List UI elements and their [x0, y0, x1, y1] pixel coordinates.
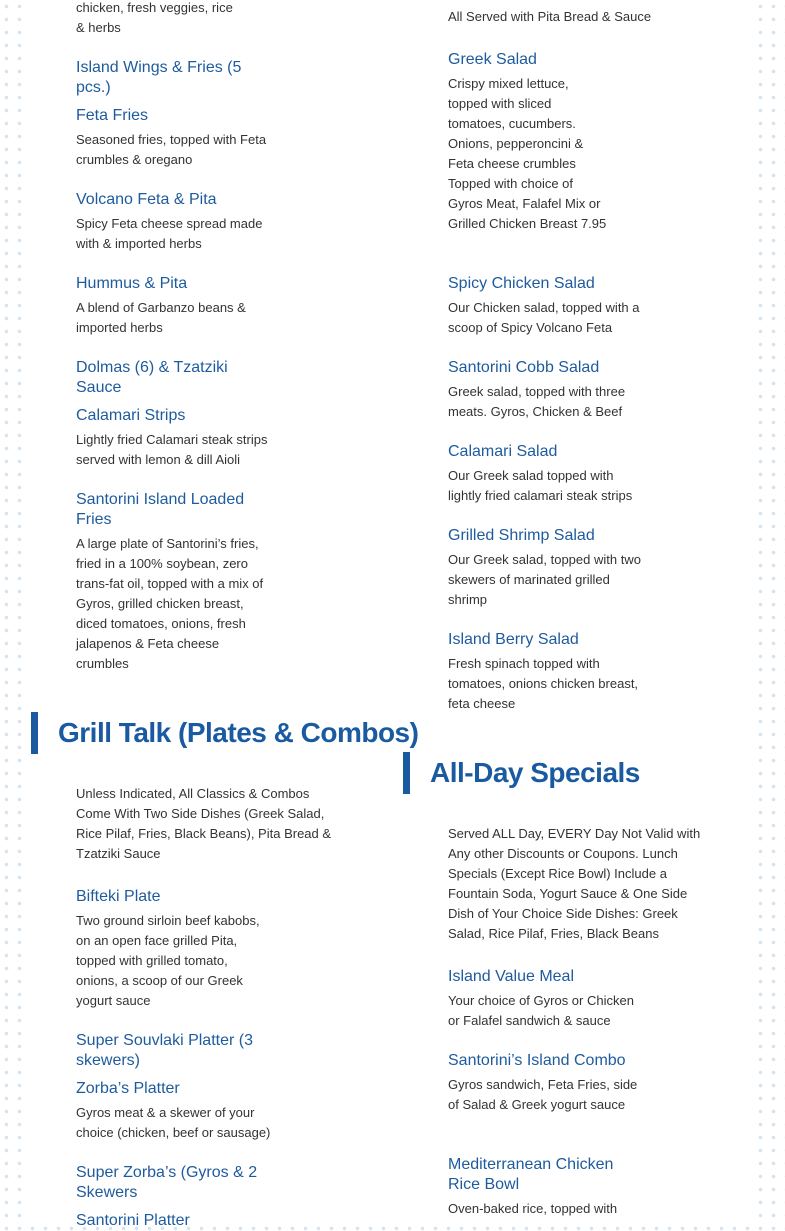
menu-item-title-hummus: Hummus & Pita — [76, 275, 188, 292]
menu-item-desc-spicy-chicken-salad: Our Chicken salad, topped with a scoop of Spicy Volcano Feta — [448, 300, 640, 335]
menu-item-desc-grilled-shrimp-salad: Our Greek salad, topped with two skewers of marinated grilled shrimp — [448, 552, 641, 607]
menu-item-title-dolmas: Dolmas (6) & Tzatziki Sauce — [76, 359, 228, 396]
menu-item-title-super-souvlaki: Super Souvlaki Platter (3 skewers) — [76, 1032, 253, 1069]
section-title: All-Day Specials — [430, 757, 640, 788]
section-intro: Served ALL Day, EVERY Day Not Valid with Any other Discounts or Coupons. Lunch Specials (Except Rice Bowl) Include a Fountain Soda, Yogurt Sauce & One Side Dish of Your Choice Side Dishes: Greek Salad, Rice Pilaf, Fries, Black Beans — [448, 826, 701, 941]
menu-item-title-spicy-chicken-salad: Spicy Chicken Salad — [448, 275, 595, 292]
section-heading-grill-talk — [31, 712, 418, 754]
menu-item-desc-bifteki: Two ground sirloin beef kabobs, on an open face grilled Pita, topped with grilled tomato, onions, a scoop of our Greek yogurt sauce — [76, 913, 260, 1008]
menu-item-title-calamari-strips: Calamari Strips — [76, 407, 186, 424]
menu-item-title-santorini-platter: Santorini Platter — [76, 1212, 190, 1229]
menu-item-title-zorbas-platter: Zorba’s Platter — [76, 1080, 180, 1097]
section-intro: Unless Indicated, All Classics & Combos Come With Two Side Dishes (Greek Salad, Rice Pilaf, Fries, Black Beans), Pita Bread & Tzatziki Sauce — [76, 786, 332, 861]
menu-item-title-loaded-fries: Santorini Island Loaded Fries — [76, 491, 245, 528]
menu-item-title-rice-bowl: Mediterranean Chicken Rice Bowl — [448, 1156, 614, 1193]
section-title: Grill Talk (Plates & Combos) — [58, 717, 419, 748]
menu-item-title-island-combo: Santorini’s Island Combo — [448, 1052, 626, 1069]
menu-item-title-super-zorbas: Super Zorba’s (Gyros & 2 Skewers — [76, 1164, 258, 1201]
menu-item-title-island-value-meal: Island Value Meal — [448, 968, 574, 985]
menu-item-desc-loaded-fries: A large plate of Santorini’s fries, fried in a 100% soybean, zero trans-fat oil, topped with a mix of Gyros, grilled chicken breast, diced tomatoes, onions, fresh jalapenos & Feta cheese crumbles — [76, 536, 264, 671]
menu-item-desc-rice-bowl: Oven-baked rice, topped with — [448, 1201, 618, 1216]
menu-item-desc-island-combo: Gyros sandwich, Feta Fries, side of Salad & Greek yogurt sauce — [448, 1077, 638, 1112]
menu-item-desc-island-berry-salad: Fresh spinach topped with tomatoes, onions chicken breast, feta cheese — [448, 656, 639, 711]
menu-item-desc-hummus: A blend of Garbanzo beans & imported herbs — [76, 300, 246, 335]
menu-item-title-grilled-shrimp-salad: Grilled Shrimp Salad — [448, 527, 595, 544]
menu-item-desc-calamari-salad: Our Greek salad topped with lightly fried calamari steak strips — [448, 468, 633, 503]
menu-item-title-island-berry-salad: Island Berry Salad — [448, 631, 579, 648]
menu-item-desc-island-value-meal: Your choice of Gyros or Chicken or Falafel sandwich & sauce — [448, 993, 634, 1028]
menu-item-title-island-wings: Island Wings & Fries (5 pcs.) — [76, 59, 242, 96]
menu-item-title-feta-fries: Feta Fries — [76, 107, 149, 124]
menu-item-title-greek-salad: Greek Salad — [448, 51, 537, 68]
item-description: chicken, fresh veggies, rice & herbs — [76, 0, 233, 35]
menu-item-title-volcano-feta: Volcano Feta & Pita — [76, 191, 217, 208]
menu-item-desc-feta-fries: Seasoned fries, topped with Feta crumbles & oregano — [76, 132, 267, 167]
menu-item-desc-zorbas-platter: Gyros meat & a skewer of your choice (chicken, beef or sausage) — [76, 1105, 271, 1140]
menu-item-desc-volcano-feta: Spicy Feta cheese spread made with & imported herbs — [76, 216, 263, 251]
menu-item-desc-cobb-salad: Greek salad, topped with three meats. Gyros, Chicken & Beef — [448, 384, 626, 419]
section-heading-all-day-specials — [403, 752, 640, 794]
item-description: All Served with Pita Bread & Sauce — [448, 9, 652, 24]
menu-item-desc-greek-salad: Crispy mixed lettuce, topped with sliced tomatoes, cucumbers. Onions, pepperoncini & Feta cheese crumbles Topped with choice of Gyros Meat, Falafel Mix or Grilled Chicken Breast 7.95 — [448, 76, 607, 231]
menu-item-desc-calamari-strips: Lightly fried Calamari steak strips served with lemon & dill Aioli — [76, 432, 268, 467]
menu-item-title-cobb-salad: Santorini Cobb Salad — [448, 359, 600, 376]
menu-item-title-bifteki: Bifteki Plate — [76, 888, 161, 905]
menu-item-title-calamari-salad: Calamari Salad — [448, 443, 558, 460]
